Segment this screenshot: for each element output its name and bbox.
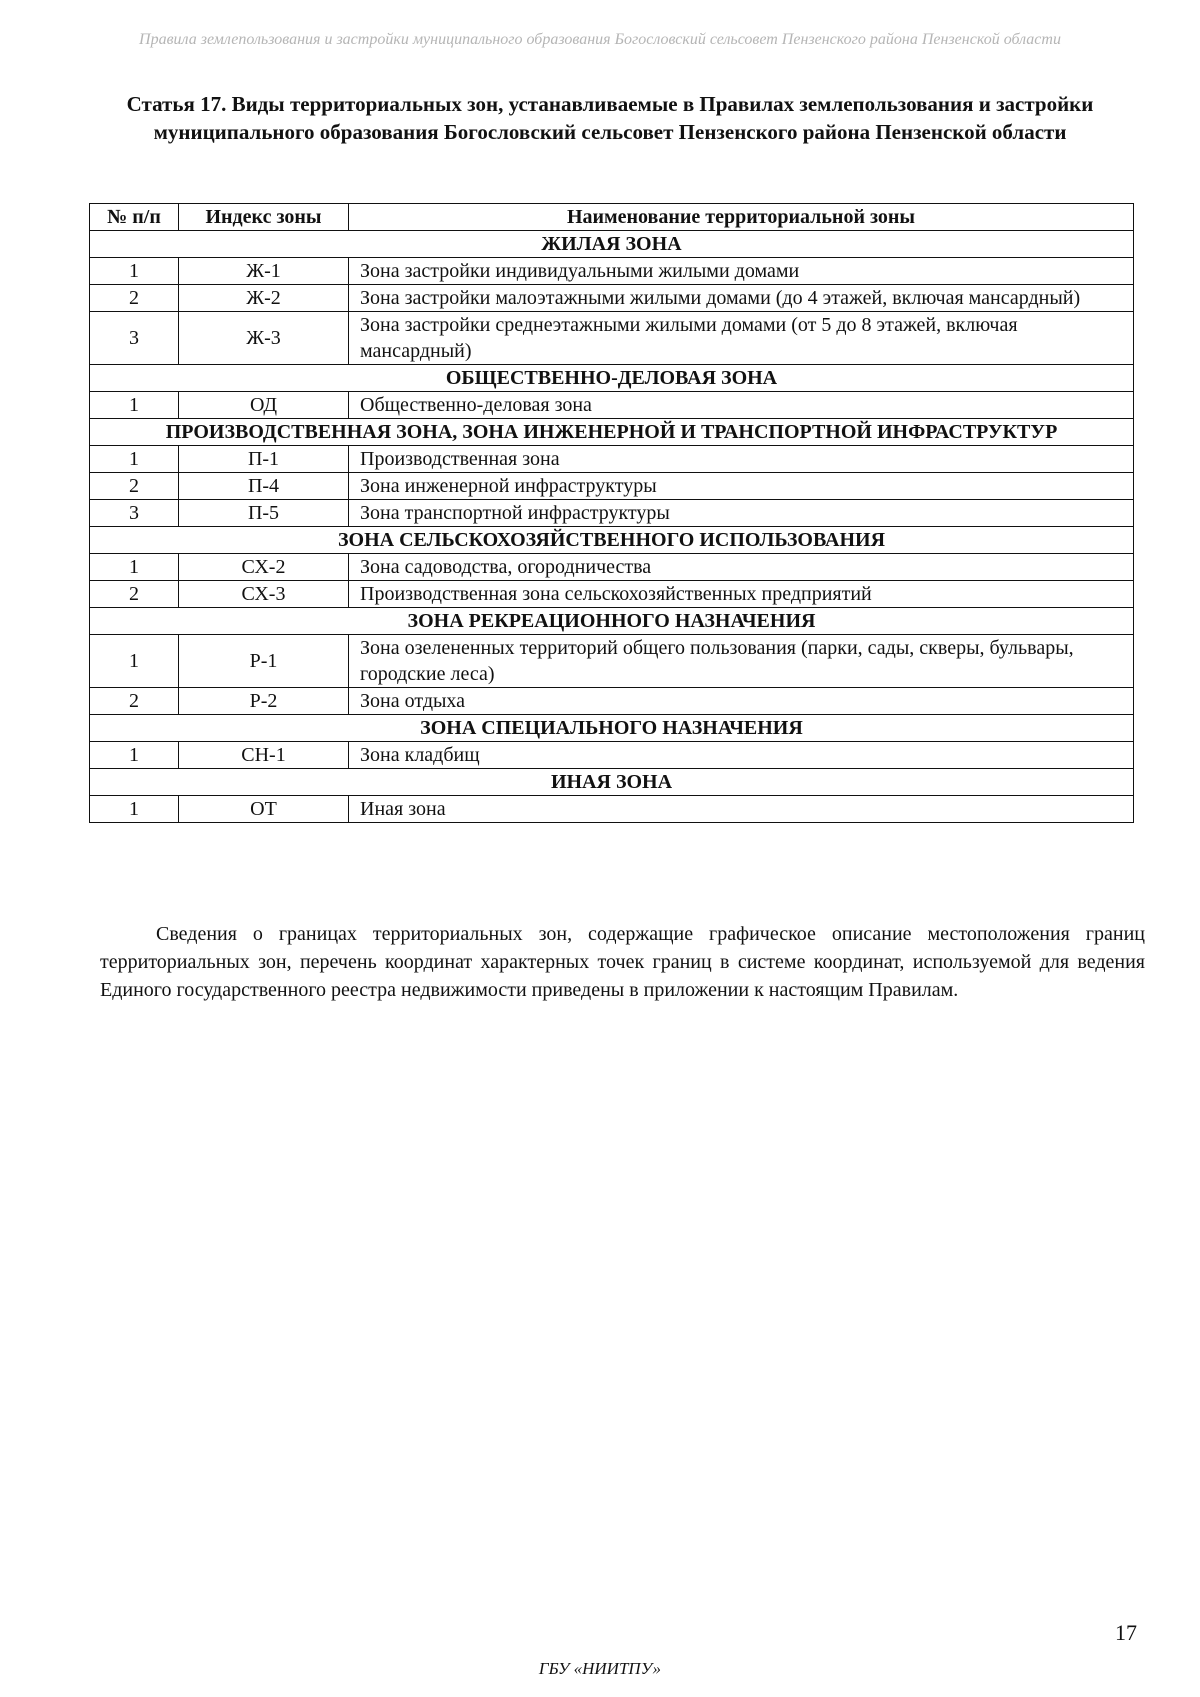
header-index: Индекс зоны (179, 204, 349, 231)
zones-table-body (90, 231, 1134, 823)
table-row (90, 258, 1134, 285)
article-title: Статья 17. Виды территориальных зон, устанавливаемые в Правилах землепользования и застройки муниципального образования Богословский сельсовет Пензенского района Пензенской области (126, 92, 1094, 144)
zone-name: Зона застройки среднеэтажными жилыми домами (от 5 до 8 этажей, включая мансардный) (349, 312, 1134, 365)
zone-group-row (90, 769, 1134, 796)
zone-group-title: ЗОНА СПЕЦИАЛЬНОГО НАЗНАЧЕНИЯ (90, 715, 1134, 742)
zone-index: СХ-3 (179, 581, 349, 608)
zone-number: 1 (90, 554, 179, 581)
table-row (90, 554, 1134, 581)
zone-name: Иная зона (349, 796, 1134, 823)
zone-name: Зона транспортной инфраструктуры (349, 500, 1134, 527)
zone-number: 2 (90, 473, 179, 500)
table-row (90, 796, 1134, 823)
header-name: Наименование территориальной зоны (349, 204, 1134, 231)
zone-group-title: ЗОНА СЕЛЬСКОХОЗЯЙСТВЕННОГО ИСПОЛЬЗОВАНИЯ (90, 527, 1134, 554)
zone-name: Зона застройки индивидуальными жилыми домами (349, 258, 1134, 285)
zone-index: Р-2 (179, 688, 349, 715)
zone-name: Зона кладбищ (349, 742, 1134, 769)
zone-number: 2 (90, 285, 179, 312)
table-row (90, 688, 1134, 715)
zone-index: П-4 (179, 473, 349, 500)
zone-group-row (90, 231, 1134, 258)
zone-number: 1 (90, 635, 179, 688)
zone-index: П-1 (179, 446, 349, 473)
zone-group-title: ИНАЯ ЗОНА (90, 769, 1134, 796)
zone-group-title: ПРОИЗВОДСТВЕННАЯ ЗОНА, ЗОНА ИНЖЕНЕРНОЙ И ТРАНСПОРТНОЙ ИНФРАСТРУКТУР (90, 419, 1134, 446)
zone-group-row (90, 715, 1134, 742)
zone-group-row (90, 608, 1134, 635)
footer-org: ГБУ «НИИТПУ» (538, 1659, 662, 1678)
zone-name: Производственная зона сельскохозяйственных предприятий (349, 581, 1134, 608)
zone-name: Зона застройки малоэтажными жилыми домами (до 4 этажей, включая мансардный) (349, 285, 1134, 312)
zone-number: 3 (90, 500, 179, 527)
page-number: 17 (1115, 1620, 1137, 1645)
body-paragraph: Сведения о границах территориальных зон, содержащие графическое описание местоположения границ территориальных зон, перечень координат характерных точек границ в системе координат, используемой для ведения Единого государственного реестра недвижимости приведены в приложении к настоящим Правилам. (100, 923, 1145, 1001)
zone-name: Зона инженерной инфраструктуры (349, 473, 1134, 500)
table-row (90, 285, 1134, 312)
zone-number: 1 (90, 258, 179, 285)
zone-number: 1 (90, 446, 179, 473)
zone-index: СХ-2 (179, 554, 349, 581)
table-row (90, 635, 1134, 688)
zone-number: 3 (90, 312, 179, 365)
zone-index: ОД (179, 392, 349, 419)
zones-table (89, 203, 1134, 823)
table-row (90, 446, 1134, 473)
zone-index: Ж-1 (179, 258, 349, 285)
zone-index: Ж-2 (179, 285, 349, 312)
zone-number: 1 (90, 392, 179, 419)
zone-index: Ж-3 (179, 312, 349, 365)
table-row (90, 312, 1134, 365)
running-header: Правила землепользования и застройки муниципального образования Богословский сельсовет Пензенского района Пензенской области (139, 31, 1061, 48)
zone-index: П-5 (179, 500, 349, 527)
table-row (90, 392, 1134, 419)
table-header-row (90, 204, 1134, 231)
zone-group-title: ОБЩЕСТВЕННО-ДЕЛОВАЯ ЗОНА (90, 365, 1134, 392)
zone-group-row (90, 365, 1134, 392)
header-num: № п/п (90, 204, 179, 231)
zone-name: Зона озелененных территорий общего пользования (парки, сады, скверы, бульвары, городские леса) (349, 635, 1134, 688)
zone-index: СН-1 (179, 742, 349, 769)
table-row (90, 581, 1134, 608)
zone-group-title: ЗОНА РЕКРЕАЦИОННОГО НАЗНАЧЕНИЯ (90, 608, 1134, 635)
zone-number: 2 (90, 581, 179, 608)
zone-number: 1 (90, 742, 179, 769)
zone-number: 1 (90, 796, 179, 823)
zone-group-row (90, 527, 1134, 554)
table-row (90, 500, 1134, 527)
zone-index: ОТ (179, 796, 349, 823)
zone-number: 2 (90, 688, 179, 715)
zone-name: Зона отдыха (349, 688, 1134, 715)
zone-group-title: ЖИЛАЯ ЗОНА (90, 231, 1134, 258)
zone-name: Зона садоводства, огородничества (349, 554, 1134, 581)
table-row (90, 473, 1134, 500)
zone-index: Р-1 (179, 635, 349, 688)
zone-name: Производственная зона (349, 446, 1134, 473)
table-row (90, 742, 1134, 769)
zone-name: Общественно-деловая зона (349, 392, 1134, 419)
zone-group-row (90, 419, 1134, 446)
